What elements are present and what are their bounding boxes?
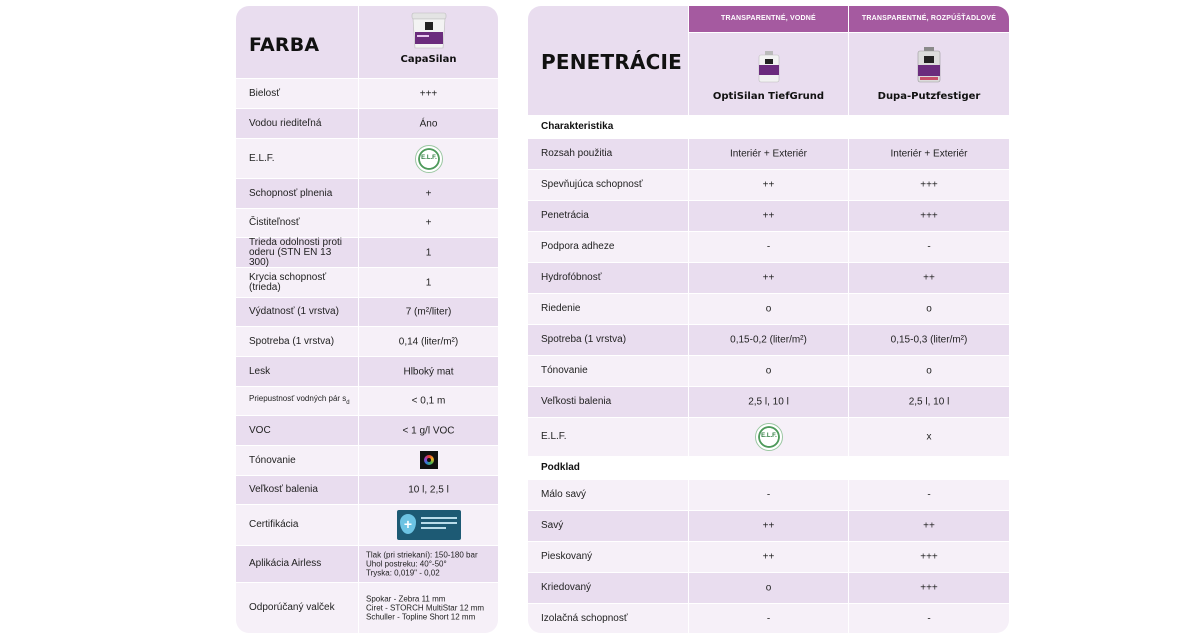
row-label: Aplikácia Airless — [249, 558, 322, 569]
row-value: 0,14 (liter/m²) — [398, 336, 459, 347]
value-line: Spokar - Zebra 11 mm — [366, 594, 446, 604]
value-line: Schuller - Topline Short 12 mm — [366, 612, 476, 622]
value-line: Tlak (pri striekaní): 150-180 bar — [366, 550, 478, 560]
elf-badge-text: E.L.F. — [761, 433, 777, 439]
row-value: 0,15-0,2 (liter/m²) — [730, 334, 807, 346]
row-label: Izolačná schopnosť — [541, 612, 628, 624]
table-row — [236, 546, 498, 582]
table-row — [528, 542, 1009, 572]
row-value: - — [927, 241, 931, 253]
row-label: E.L.F. — [541, 431, 567, 442]
row-label: Lesk — [249, 365, 271, 377]
table-row — [236, 357, 498, 386]
row-label: E.L.F. — [249, 152, 275, 164]
table-row — [528, 480, 1009, 510]
row-value: 1 — [425, 247, 432, 258]
row-value: < 0,1 m — [411, 395, 446, 407]
row-label: VOC — [249, 424, 271, 436]
row-label: Tónovanie — [249, 454, 296, 466]
row-value: 7 (m²/liter) — [405, 306, 452, 318]
row-value: 1 — [425, 277, 432, 288]
row-label: Pieskovaný — [541, 551, 593, 562]
row-value: 10 l, 2,5 l — [408, 484, 449, 496]
row-label: Krycia schopnosť (trieda) — [249, 271, 327, 293]
table-row — [528, 573, 1009, 603]
row-label: Certifikácia — [249, 519, 299, 530]
table-row — [236, 209, 498, 237]
row-value: ++ — [762, 520, 775, 532]
row-value: - — [766, 241, 771, 253]
row-value: o — [765, 582, 772, 594]
row-value: +++ — [419, 88, 438, 99]
row-value: - — [927, 489, 931, 501]
table-row — [528, 170, 1009, 200]
paint-bucket-icon — [407, 12, 451, 50]
row-value: - — [766, 489, 771, 501]
row-label: Odporúčaný valček — [249, 602, 335, 613]
table-row — [528, 387, 1009, 417]
category-band-water: TRANSPARENTNÉ, VODNÉ — [689, 6, 848, 32]
row-label: Spotreba (1 vrstva) — [249, 335, 335, 347]
table-row — [236, 179, 498, 208]
row-label: Hydrofóbnosť — [541, 272, 602, 283]
row-value: o — [765, 303, 772, 315]
product-name-capasilan: CapaSilan — [400, 54, 457, 65]
table-row — [528, 232, 1009, 262]
tinting-system-icon — [420, 451, 438, 469]
category-band-solvent: TRANSPARENTNÉ, ROZPÚŠŤADLOVÉ — [849, 6, 1009, 32]
row-value: ++ — [923, 272, 935, 284]
value-line: Tryska: 0,019" - 0,02 — [366, 568, 440, 578]
primer-comparison-table — [528, 6, 1009, 633]
row-label: Veľkosti balenia — [541, 396, 612, 407]
row-label: Veľkosť balenia — [249, 484, 318, 495]
row-value-multiline — [366, 595, 498, 622]
row-value: + — [425, 217, 432, 229]
row-label: Kriedovaný — [541, 582, 592, 593]
table-row — [528, 294, 1009, 324]
table-row — [236, 79, 498, 108]
row-label: Penetrácia — [541, 210, 589, 221]
table-row — [528, 325, 1009, 355]
table-row — [528, 263, 1009, 293]
row-value: +++ — [920, 551, 938, 563]
row-value: +++ — [920, 179, 938, 191]
table-row — [236, 416, 498, 445]
table-row — [528, 418, 1009, 456]
table-row — [236, 476, 498, 504]
table-row — [236, 109, 498, 138]
product-header-dupa — [849, 33, 1009, 115]
row-value: ++ — [762, 551, 775, 563]
section-title: Podklad — [541, 462, 580, 473]
table-row — [236, 268, 498, 297]
paint-comparison-table — [236, 6, 498, 633]
row-value: +++ — [920, 582, 938, 594]
row-value: 2,5 l, 10 l — [748, 396, 789, 408]
row-value: ++ — [923, 520, 935, 532]
table-row — [236, 446, 498, 475]
paint-table-title: FARBA — [249, 34, 320, 56]
row-value: o — [926, 303, 932, 315]
row-value: +++ — [920, 210, 938, 222]
row-value: 0,15-0,3 (liter/m²) — [890, 334, 968, 346]
row-value: + — [425, 188, 432, 199]
row-value: ++ — [762, 272, 775, 284]
product-name-dupa: Dupa-Putzfestiger — [877, 91, 981, 102]
paint-table-header — [236, 6, 498, 78]
table-row — [236, 505, 498, 545]
table-row — [528, 356, 1009, 386]
row-label: Výdatnosť (1 vrstva) — [249, 306, 339, 317]
row-label: Savý — [541, 520, 564, 531]
table-row — [528, 139, 1009, 169]
table-row — [236, 387, 498, 415]
section-header-substrate — [528, 457, 1009, 479]
row-value: ++ — [762, 210, 775, 222]
row-label-text: Priepustnosť vodných pár s — [249, 394, 347, 404]
table-row — [236, 327, 498, 356]
row-label: Spevňujúca schopnosť — [541, 179, 643, 190]
product-name-optisilan: OptiSilan TiefGrund — [712, 91, 825, 102]
product-header-optisilan — [689, 33, 848, 115]
row-value: Hlboký mat — [403, 366, 454, 377]
value-line: Ciret - STORCH MultiStar 12 mm — [366, 603, 485, 613]
row-label: Podpora adheze — [541, 241, 615, 252]
primer-title-cell — [528, 6, 688, 115]
primer-can-icon — [756, 51, 782, 83]
row-label: Vodou riediteľná — [249, 117, 322, 129]
row-value: o — [765, 365, 772, 377]
row-label: Bielosť — [249, 87, 280, 99]
elf-badge-icon — [415, 145, 443, 173]
certification-badge-icon: + — [397, 510, 461, 540]
row-value-multiline — [366, 551, 498, 578]
paint-title-cell — [236, 6, 358, 78]
table-row — [236, 298, 498, 326]
row-label: Rozsah použitia — [541, 148, 613, 159]
row-value: Interiér + Exteriér — [890, 148, 968, 160]
row-label: Tónovanie — [541, 365, 588, 376]
primer-can-icon — [915, 47, 943, 83]
row-label: Čistiteľnosť — [249, 217, 300, 228]
table-row — [528, 511, 1009, 541]
row-value: o — [926, 365, 932, 377]
row-value: ++ — [762, 179, 775, 191]
row-value: Áno — [419, 118, 438, 129]
elf-badge-icon — [755, 423, 783, 451]
table-row — [236, 139, 498, 178]
row-value: Interiér + Exteriér — [730, 148, 807, 160]
row-label — [249, 394, 354, 408]
table-row — [236, 583, 498, 633]
row-label: Schopnosť plnenia — [249, 187, 333, 199]
product-header-capasilan — [359, 6, 498, 78]
table-row — [528, 201, 1009, 231]
row-value: - — [927, 613, 931, 624]
row-value: - — [766, 613, 771, 624]
section-title: Charakteristika — [541, 121, 614, 132]
value-line: Uhol postreku: 40°-50° — [366, 559, 447, 569]
row-label: Málo savý — [541, 489, 587, 500]
elf-badge-text: E.L.F. — [421, 155, 437, 161]
row-value: x — [926, 431, 932, 443]
primer-table-title: PENETRÁCIE — [541, 50, 683, 74]
section-header-characteristics — [528, 116, 1009, 138]
row-label: Riedenie — [541, 303, 581, 314]
table-row — [236, 238, 498, 267]
row-label: Trieda odolnosti proti oderu (STN EN 13 300) — [249, 236, 343, 268]
row-value: < 1 g/l VOC — [402, 425, 455, 436]
row-value: 2,5 l, 10 l — [908, 396, 950, 408]
row-label-subscript: d — [346, 399, 350, 406]
row-label: Spotreba (1 vrstva) — [541, 334, 627, 345]
table-row — [528, 604, 1009, 633]
